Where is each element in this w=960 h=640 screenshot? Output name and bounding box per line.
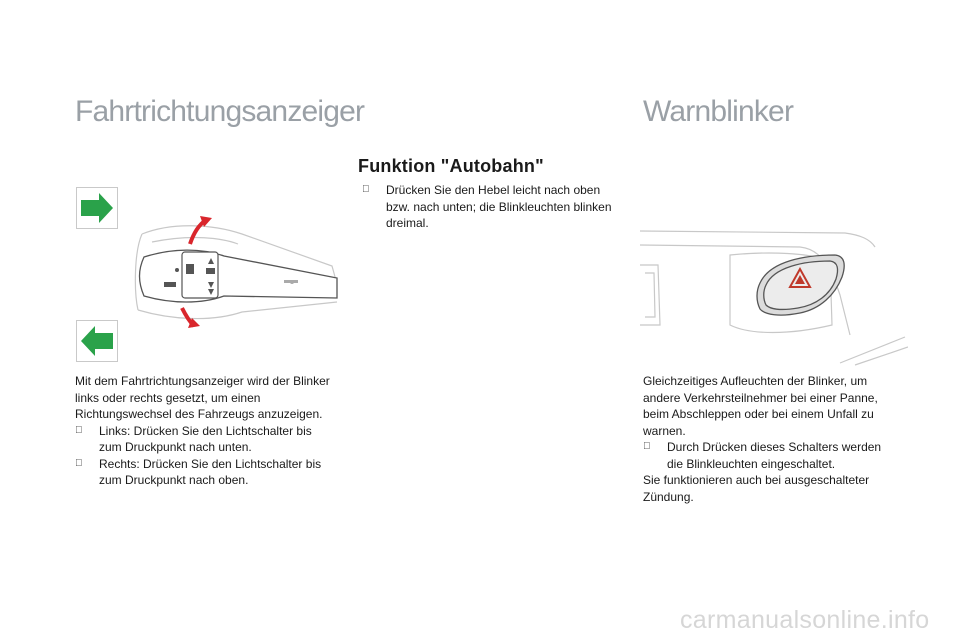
bullet-text: Links: Drücken Sie den Lichtschalter bis zum Druckpunkt nach unten. <box>99 423 312 454</box>
list-item <box>75 423 335 456</box>
page-title-right: Warnblinker <box>643 95 794 128</box>
outro-paragraph: Sie funktionieren auch bei ausgeschalteter Zündung. <box>643 473 870 504</box>
arrow-right-icon <box>76 187 118 229</box>
bullet-marker <box>643 439 651 456</box>
left-body-text <box>75 373 335 489</box>
hazard-switch-illustration <box>640 225 908 370</box>
intro-paragraph: Gleichzeitiges Aufleuchten der Blinker, um andere Verkehrsteilnehmer bei einer Panne, beim Abschleppen oder bei einem Unfall zu warnen. <box>643 374 878 438</box>
bullet-text: Durch Drücken dieses Schalters werden die Blinkleuchten eingeschaltet. <box>667 440 882 471</box>
bullet-marker <box>75 423 83 440</box>
bullet-marker <box>362 182 370 199</box>
page-title-left: Fahrtrichtungsanzeiger <box>75 95 365 128</box>
bullet-marker <box>75 456 83 473</box>
section-heading-autobahn: Funktion "Autobahn" <box>358 156 544 176</box>
autobahn-text <box>362 182 624 232</box>
list-item <box>75 456 335 489</box>
watermark: carmanualsonline.info <box>680 606 930 634</box>
list-item <box>362 182 624 232</box>
intro-paragraph: Mit dem Fahrtrichtungsanzeiger wird der Blinker links oder rechts gesetzt, um einen Richtungswechsel des Fahrzeugs anzuzeigen. <box>75 374 330 421</box>
light-stalk-illustration <box>132 212 342 330</box>
arrow-left-icon <box>76 320 118 362</box>
bullet-text: Rechts: Drücken Sie den Lichtschalter bis zum Druckpunkt nach oben. <box>99 456 322 487</box>
bullet-text: Drücken Sie den Hebel leicht nach oben bzw. nach unten; die Blinkleuchten blinken dreimal. <box>386 183 612 230</box>
right-body-text <box>643 373 893 505</box>
list-item <box>643 439 893 472</box>
